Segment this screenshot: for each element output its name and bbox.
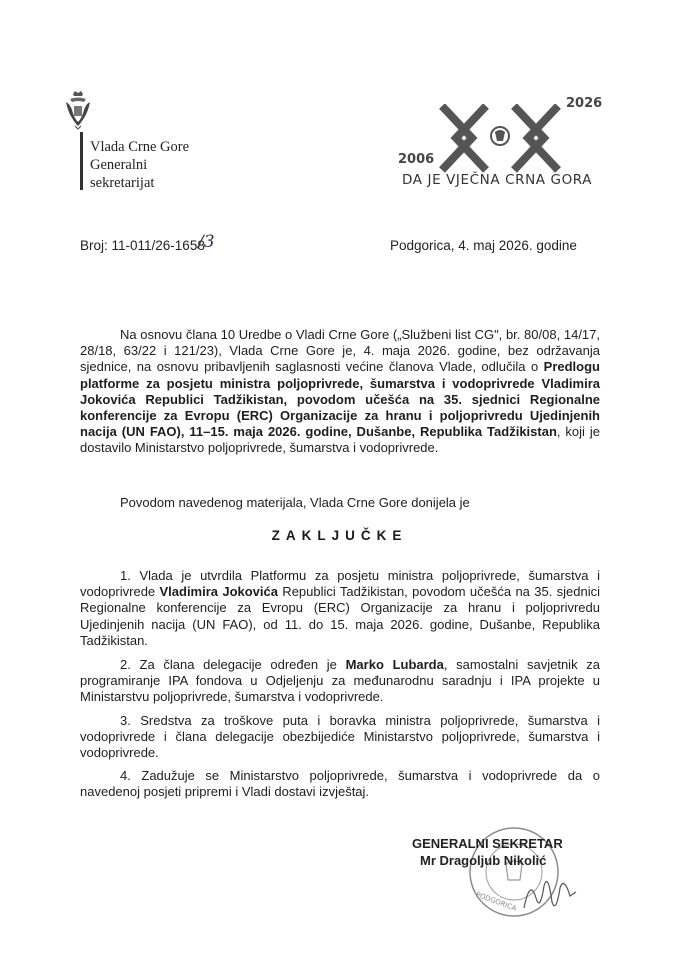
intro-paragraph-2: Povodom navedenog materijala, Vlada Crne Gore donijela je (120, 495, 470, 510)
handwritten-suffix: /3 (198, 232, 215, 252)
signatory-title: GENERALNI SEKRETAR (412, 836, 563, 851)
coat-of-arms-icon (64, 90, 92, 130)
conclusion-1-text-a: 1. Vlada je utvrdila Platformu za posjetu ministra poljoprivrede, šumarstva i vodoprivrede (80, 568, 600, 600)
logo-year-end: 2026 (566, 96, 603, 111)
anniversary-logo-icon (436, 104, 564, 174)
intro-text-a: Na osnovu člana 10 Uredbe o Vladi Crne Gore („Službeni list CG", br. 80/08, 14/17, 28/18, 63/22 i 121/23), Vlada Crne Gore je, 4. maja 2026. godine, bez održavanja sjednice, na osnovu pribavljenih saglasnosti većine članova Vlade, odlučila o (80, 327, 600, 375)
intro-paragraph (80, 327, 600, 457)
reference-number: Broj: 11-011/26-1658 (80, 238, 205, 253)
institution-name-line1: Vlada Crne Gore (90, 139, 190, 155)
conclusion-2-text-a: 2. Za člana delegacije određen je (120, 657, 346, 672)
intro-text-c: , koji je dostavilo Ministarstvo poljoprivrede, šumarstva i vodoprivrede. (80, 424, 600, 456)
handwritten-signature-icon (520, 868, 580, 918)
conclusion-1-text-c: Republici Tadžikistan, povodom učešća na 35. sjednici Regionalne konferencije za Evropu (ERC) Organizacije za hranu i poljoprivredu Ujedinjenih nacija (UN FAO), od 11. do 15. maja 2026. godine, Dušanbe, Republika Tadžikistan. (80, 584, 600, 648)
conclusion-3: 3. Sredstva za troškove puta i boravka ministra poljoprivrede, šumarstva i vodoprivrede i člana delegacije obezbijediće Ministarstvo poljoprivrede, šumarstva i vodoprivrede. (80, 713, 600, 761)
logo-year-start: 2006 (398, 152, 435, 167)
intro-text-bold: Predlogu platforme za posjetu ministra poljoprivrede, šumarstva i vodoprivrede Vladimira Jokovića Republici Tadžikistan, povodom učešća na 35. sjednici Regionalne konferencije za Evropu (ERC) Organizacije za hranu i poljoprivredu Ujedinjenih nacija (UN FAO), 11–15. maja 2026. godine, Dušanbe, Republika Tadžikistan (80, 359, 600, 440)
conclusion-2-bold: Marko Lubarda (345, 657, 444, 672)
stamp-text: PODGORICA (474, 890, 518, 913)
header-divider (80, 132, 83, 190)
institution-name-line2: Generalni (90, 157, 148, 173)
institution-name-line3: sekretarijat (90, 175, 155, 191)
place-date: Podgorica, 4. maj 2026. godine (390, 238, 577, 253)
signatory-name: Mr Dragoljub Nikolić (420, 853, 547, 868)
conclusion-4: 4. Zadužuje se Ministarstvo poljoprivrede, šumarstva i vodoprivrede da o navedenoj posjeti pripremi i Vladi dostavi izvještaj. (80, 768, 600, 800)
conclusion-1-bold: Vladimira Jokovića (159, 584, 278, 600)
conclusions-title: ZAKLJUČKE (271, 528, 408, 543)
conclusion-2-text-c: , samostalni savjetnik za programiranje IPA fondova u Odjeljenju za međunarodnu saradnju i IPA projekte u Ministarstvu poljoprivrede, šumarstva i vodoprivrede. (80, 657, 600, 705)
logo-motto: DA JE VJEČNA CRNA GORA (402, 172, 593, 188)
conclusion-1 (80, 568, 600, 649)
conclusion-2 (80, 657, 600, 706)
